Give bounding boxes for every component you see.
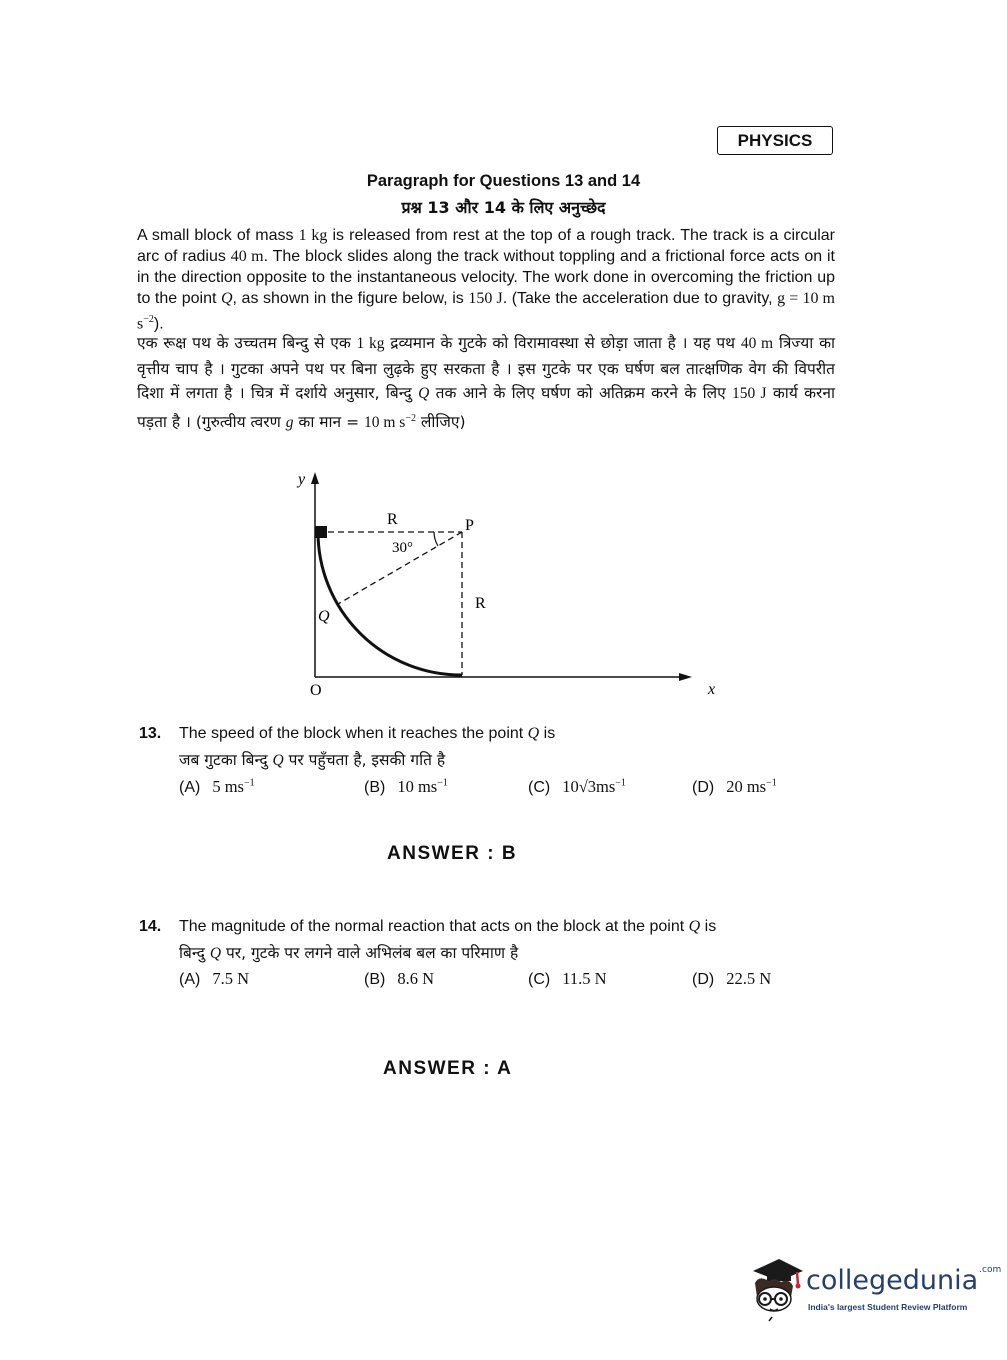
angle-arc <box>434 532 438 546</box>
y-axis-arrow <box>311 472 319 484</box>
q14-number: 14. <box>139 918 162 935</box>
radius-label-top: R <box>387 511 398 528</box>
q13-number: 13. <box>139 725 162 742</box>
q14-answer: ANSWER : A <box>383 1058 513 1079</box>
brand-tagline: India's largest Student Review Platform <box>808 1302 968 1312</box>
q13-option-c[interactable]: (C) $10√3ms^{-1}$ <box>528 777 626 796</box>
q14-text: The magnitude of the normal reaction that acts on the block at the point Q is <box>179 918 717 935</box>
point-p-label: P <box>465 517 474 534</box>
block <box>315 526 327 538</box>
x-axis-label: x <box>708 681 716 698</box>
q13-option-b[interactable]: (B) 10 $ms^{-1}$ <box>364 777 448 796</box>
q13-option-d[interactable]: (D) 20 $ms^{-1}$ <box>692 777 777 796</box>
q13-answer: ANSWER : B <box>387 843 518 864</box>
paragraph-title: Paragraph for Questions 13 and 14 <box>366 172 641 190</box>
q14-option-b[interactable]: (B) 8.6 N <box>364 969 434 988</box>
brand-name[interactable]: collegedunia$^{.com}$ <box>806 1265 1002 1296</box>
q13-text-hindi: जब गुटका बिन्दु Q पर पहुँचता है, इसकी गति है <box>179 751 446 769</box>
y-axis-label: y <box>298 471 306 488</box>
angle-label: 30° <box>392 540 413 556</box>
q14-option-c[interactable]: (C) 11.5 N <box>528 969 607 988</box>
x-axis-arrow <box>679 673 692 681</box>
paragraph-title-hindi: प्रश्न 13 और 14 के लिए अनुच्छेद <box>401 198 606 217</box>
q14-option-d[interactable]: (D) 22.5 N <box>692 969 772 988</box>
origin-label: O <box>310 682 322 699</box>
point-q-label: Q <box>318 608 330 625</box>
paragraph-english: A small block of mass 1 kg is released from rest at the top of a rough track. The track is a circular arc of radius 40 m. The block slides along the track without toppling and a frictional force acts on it in the direction opposite to the instantaneous velocity. The work done in overcoming the friction up to the point Q, as shown in the figure below, is 150 J. (Take the acceleration due to gravity, g = 10 m $s^{-2}$). <box>137 227 836 333</box>
subject-label: PHYSICS <box>717 126 833 155</box>
radius-label-side: R <box>475 595 486 612</box>
q13-text: The speed of the block when it reaches the point Q is <box>179 725 556 742</box>
q14-text-hindi: बिन्दु Q पर, गुटके पर लगने वाले अभिलंब बल का परिमाण है <box>179 944 519 962</box>
q14-option-a[interactable]: (A) 7.5 N <box>179 969 249 988</box>
paragraph-hindi: एक रूक्ष पथ के उच्चतम बिन्दु से एक 1 kg द्रव्यमान के गुटके को विरामावस्था से छोड़ा जाता है । यह पथ 40 m त्रिज्या का वृत्तीय चाप है । गुटका अपने पथ पर बिना लुढ़के हुए सरकता है । इस गुटके पर एक घर्षण बल तात्क्षणिक वेग की विपरीत दिशा में लगता है । चित्र में दर्शाये अनुसार, बिन्दु Q तक आने के लिए घर्षण को अतिक्रम करने के लिए 150 J कार्य करना पड़ता है । (गुरुत्वीय त्वरण g का मान = 10 m $s^{-2}$ लीजिए) <box>137 334 835 431</box>
q13-option-a[interactable]: (A) 5 $ms^{-1}$ <box>179 777 255 796</box>
collegedunia-mascot-icon[interactable] <box>745 1253 807 1323</box>
track-figure <box>280 462 740 702</box>
